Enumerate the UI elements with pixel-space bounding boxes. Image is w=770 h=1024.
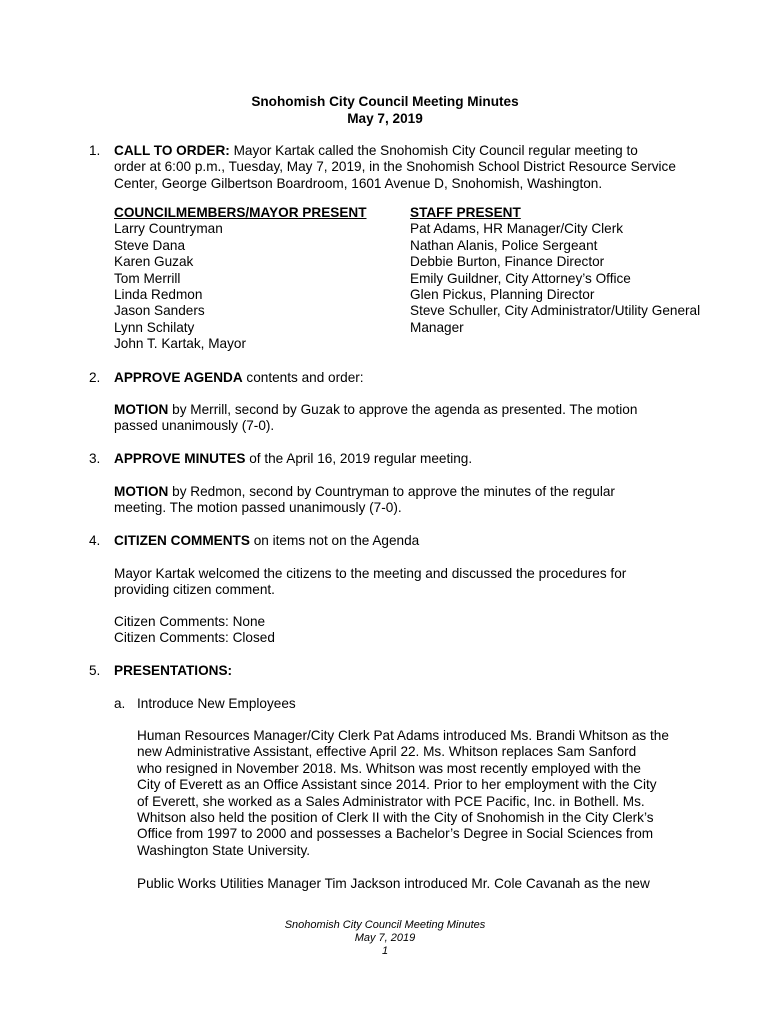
item-number-1: 1.: [89, 143, 101, 158]
staff-member: Manager: [410, 319, 464, 335]
staff-member: Glen Pickus, Planning Director: [410, 287, 595, 303]
document-title: Snohomish City Council Meeting Minutes: [251, 94, 519, 109]
council-member: Tom Merrill: [114, 270, 181, 286]
council-member: John T. Kartak, Mayor: [114, 336, 246, 352]
citizen-comments-text: Mayor Kartak welcomed the citizens to the meeting and discussed the procedures for providing citizen comment.: [114, 566, 627, 598]
public-works-paragraph: Public Works Utilities Manager Tim Jackson introduced Mr. Cole Cavanah as the new: [137, 876, 650, 891]
new-employee-paragraph: Human Resources Manager/City Clerk Pat Adams introduced Ms. Brandi Whitson as the new Administrative Assistant, effective April 22. Ms. Whitson replaces Sam Sanford who resigned in November 2018. Ms. Whitson was most recently employed with the City of Everett as an Office Assistant since 2014. Prior to her employment with the City of Everett, she worked as a Sales Administrator with PCE Pacific, Inc. in Bothell. Ms. Whitson also held the position of Clerk II with the City of Snohomish in the City Clerk’s Office from 1997 to 2000 and possesses a Bachelor’s Degree in Social Sciences from Washington State University.: [137, 728, 669, 858]
council-member: Karen Guzak: [114, 254, 194, 270]
call-to-order-heading: CALL TO ORDER:: [114, 143, 230, 158]
council-member: Jason Sanders: [114, 303, 205, 319]
staff-member: Steve Schuller, City Administrator/Utility General: [410, 303, 701, 319]
call-to-order: CALL TO ORDER: Mayor Kartak called the Snohomish City Council regular meeting to order at 6:00 p.m., Tuesday, May 7, 2019, in the Snohomish School District Resource Service Center, George Gilbertson Boardroom, 1601 Avenue D, Snohomish, Washington.: [114, 143, 676, 191]
citizen-comments: CITIZEN COMMENTS on items not on the Agenda: [114, 533, 420, 548]
approve-agenda-heading: APPROVE AGENDA: [114, 370, 243, 385]
council-heading: COUNCILMEMBERS/MAYOR PRESENT: [114, 205, 367, 220]
page-number: 1: [381, 945, 389, 957]
document-date: May 7, 2019: [347, 111, 423, 126]
council-member: Steve Dana: [114, 237, 186, 253]
staff-member: Debbie Burton, Finance Director: [410, 254, 605, 270]
item-number-4: 4.: [89, 533, 101, 548]
motion-agenda: MOTION by Merrill, second by Guzak to approve the agenda as presented. The motion passed unanimously (7-0).: [114, 402, 638, 434]
approve-minutes: APPROVE MINUTES of the April 16, 2019 regular meeting.: [114, 451, 473, 466]
presentations-heading: PRESENTATIONS:: [114, 663, 233, 678]
approve-minutes-heading: APPROVE MINUTES: [114, 451, 246, 466]
staff-member: Emily Guildner, City Attorney’s Office: [410, 270, 631, 286]
item-number-5: 5.: [89, 663, 101, 678]
item-number-2: 2.: [89, 370, 101, 385]
staff-member: Pat Adams, HR Manager/City Clerk: [410, 221, 624, 237]
subitem-title-a: Introduce New Employees: [137, 696, 296, 711]
staff-present-list: [410, 205, 700, 336]
motion-minutes: MOTION by Redmon, second by Countryman to approve the minutes of the regular meeting. The motion passed unanimously (7-0).: [114, 484, 615, 516]
council-member: Larry Countryman: [114, 221, 223, 237]
page-footer: Snohomish City Council Meeting Minutes May 7, 2019 1: [0, 919, 770, 958]
citizen-comments-status: Citizen Comments: None Citizen Comments: Closed: [114, 614, 275, 646]
council-member: Lynn Schilaty: [114, 319, 195, 335]
staff-member: Nathan Alanis, Police Sergeant: [410, 237, 598, 253]
council-member: Linda Redmon: [114, 287, 203, 303]
item-number-3: 3.: [89, 451, 101, 466]
council-present-list: [114, 205, 367, 353]
subitem-label-a: a.: [114, 696, 126, 711]
approve-agenda: APPROVE AGENDA contents and order:: [114, 370, 364, 385]
staff-heading: STAFF PRESENT: [410, 205, 521, 220]
presentations: [114, 663, 232, 679]
citizen-comments-heading: CITIZEN COMMENTS: [114, 533, 250, 548]
